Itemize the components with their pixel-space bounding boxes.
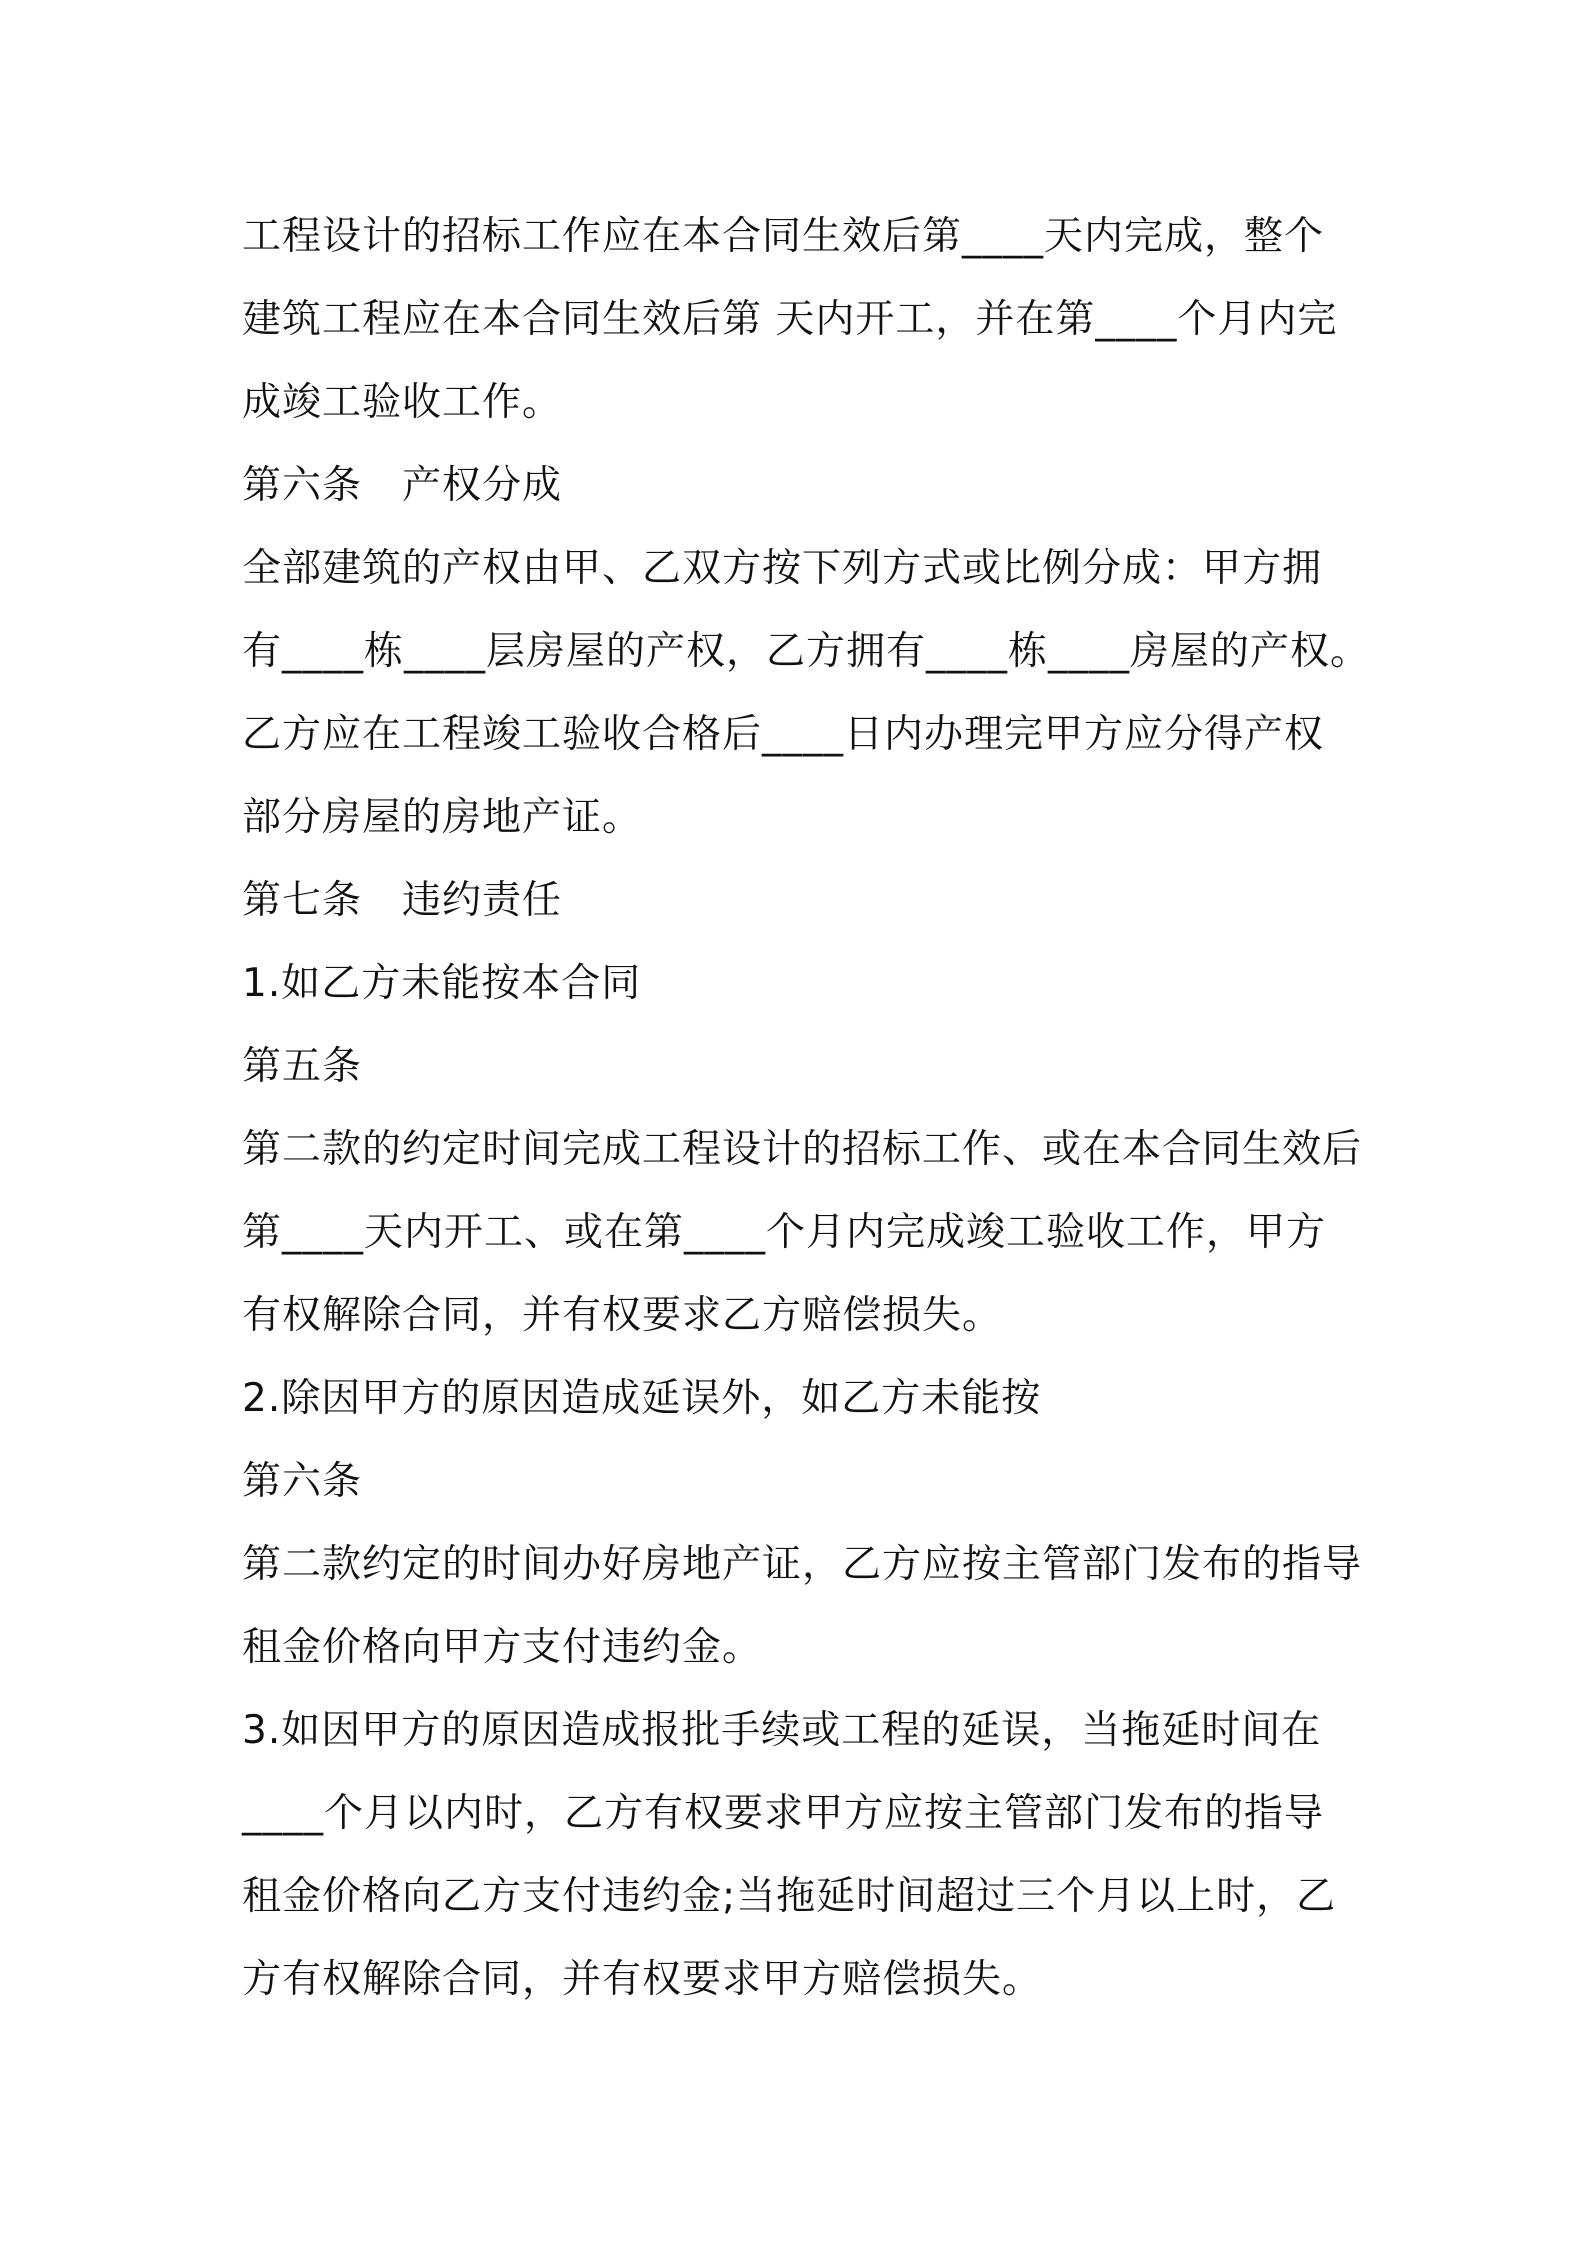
text-line: 2.除因甲方的原因造成延误外，如乙方未能按 (242, 1376, 1042, 1421)
text-line: 全部建筑的产权由甲、乙双方按下列方式或比例分成：甲方拥 (242, 546, 1323, 591)
text-line: ____个月以内时，乙方有权要求甲方应按主管部门发布的指导 (242, 1791, 1325, 1836)
text-line: 部分房屋的房地产证。 (242, 795, 643, 840)
text-line: 乙方应在工程竣工验收合格后____日内办理完甲方应分得产权 (242, 712, 1325, 757)
text-line: 成竣工验收工作。 (242, 380, 563, 425)
text-line: 建筑工程应在本合同生效后第 天内开工，并在第____个月内完 (242, 297, 1338, 342)
text-line: 1.如乙方未能按本合同 (242, 961, 642, 1006)
text-line: 3.如因甲方的原因造成报批手续或工程的延误，当拖延时间在 (242, 1708, 1322, 1753)
text-line: 租金价格向甲方支付违约金。 (242, 1625, 763, 1670)
contract-text (242, 195, 1392, 2021)
text-line: 第五条 (242, 1044, 363, 1089)
text-line: 第六条 (242, 1459, 363, 1504)
text-line: 工程设计的招标工作应在本合同生效后第____天内完成，整个 (242, 214, 1325, 259)
text-line: 第____天内开工、或在第____个月内完成竣工验收工作，甲方 (242, 1210, 1327, 1255)
text-line: 方有权解除合同，并有权要求甲方赔偿损失。 (242, 1957, 1043, 2002)
text-line: 有____栋____层房屋的产权，乙方拥有____栋____房屋的产权。 (242, 629, 1371, 674)
section-heading: 第六条 产权分成 (242, 463, 563, 508)
section-heading: 第七条 违约责任 (242, 878, 563, 923)
text-line: 有权解除合同，并有权要求乙方赔偿损失。 (242, 1293, 1003, 1338)
text-line: 第二款的约定时间完成工程设计的招标工作、或在本合同生效后 (242, 1127, 1363, 1172)
text-line: 租金价格向乙方支付违约金;当拖延时间超过三个月以上时，乙 (242, 1874, 1337, 1919)
text-line: 第二款约定的时间办好房地产证，乙方应按主管部门发布的指导 (242, 1542, 1363, 1587)
